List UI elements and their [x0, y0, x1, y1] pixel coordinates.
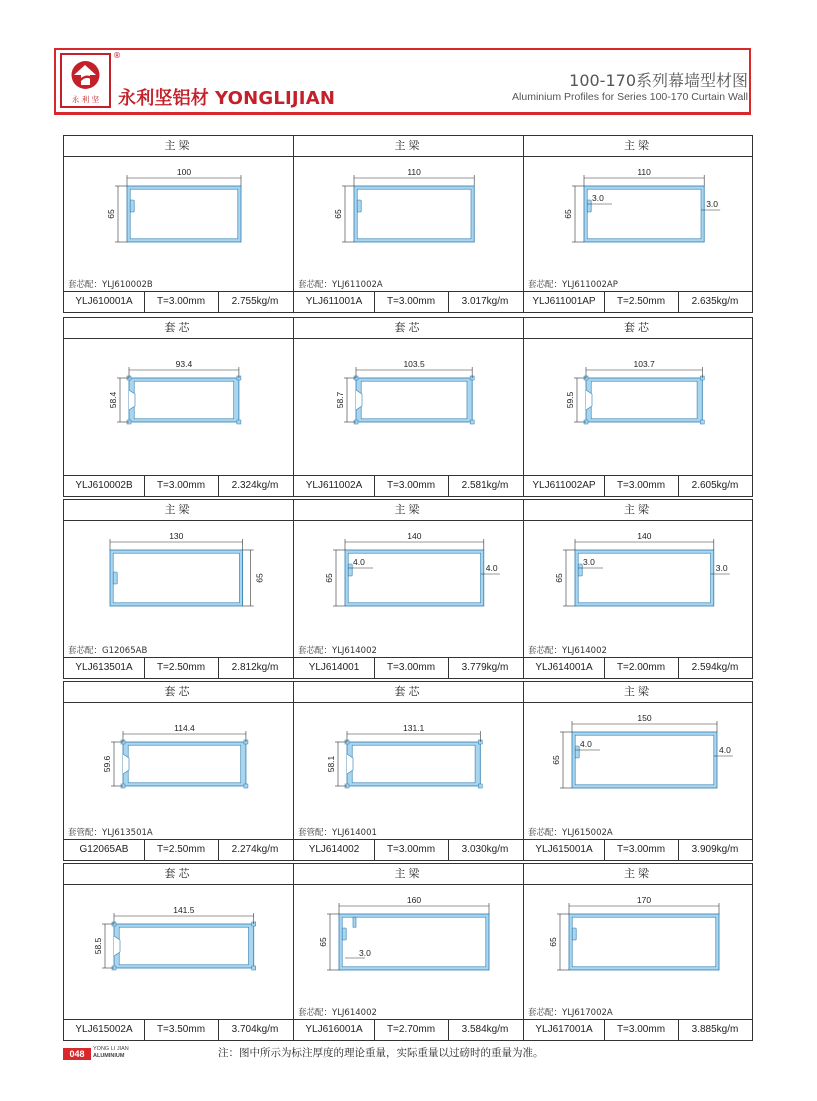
profile-cell: [63, 499, 294, 679]
width-dimension: 103.7: [633, 359, 655, 369]
profile-section-svg: [524, 884, 754, 1022]
profile-spec-row: [64, 1019, 293, 1040]
profile-section-svg: [524, 156, 754, 294]
wall-thickness: T=3.00mm: [604, 476, 679, 496]
height-dimension: 58.5: [93, 937, 103, 955]
profile-spec-row: [524, 657, 752, 678]
profile-code: YLJ611001AP: [524, 292, 605, 312]
footer-brand-line2: ALUMINIUM: [93, 1053, 125, 1059]
height-dimension: 65: [563, 209, 573, 219]
unit-weight: 2.812kg/m: [231, 662, 279, 673]
profile-code: YLJ615002A: [64, 1020, 145, 1040]
profile-tab: [575, 746, 579, 758]
profile-spec-row: [64, 839, 293, 860]
profile-section-svg: [64, 884, 294, 1022]
unit-weight: 2.594kg/m: [691, 662, 739, 673]
profile-code: G12065AB: [64, 840, 145, 860]
profile-section-svg: [64, 520, 294, 660]
profile-spec-row: [524, 291, 752, 312]
profile-spec-row: [524, 1019, 752, 1040]
profile-drawing: [64, 338, 293, 476]
fitting-note: 套管配：YLJ614001: [298, 828, 377, 838]
profile-spec-row: [294, 657, 523, 678]
unit-weight: 2.274kg/m: [231, 844, 279, 855]
profile-section-svg: [294, 520, 524, 660]
height-dimension: 65: [554, 573, 564, 583]
profile-drawing: [524, 156, 752, 292]
profile-category: 主梁: [524, 682, 752, 703]
footer-note: 注：图中所示为标注厚度的理论重量，实际重量以过磅时的重量为准。: [218, 1047, 544, 1059]
height-dimension: 65: [254, 573, 265, 583]
footer-brand: [93, 1046, 129, 1060]
unit-weight: 2.635kg/m: [691, 296, 739, 307]
width-dimension: 140: [407, 531, 422, 541]
profile-inner: [361, 381, 467, 419]
unit-weight: 3.885kg/m: [691, 1024, 739, 1035]
profile-barb: [478, 784, 482, 788]
wall-thickness: T=3.00mm: [144, 476, 219, 496]
profile-drawing: [294, 338, 523, 476]
wall-thickness-left: 3.0: [583, 557, 595, 567]
profile-tab: [348, 564, 352, 576]
profile-code: YLJ610001A: [64, 292, 145, 312]
profile-code: YLJ613501A: [64, 658, 145, 678]
profile-category: 套芯: [294, 318, 523, 339]
profile-barb: [244, 784, 248, 788]
profile-tab: [578, 564, 582, 576]
profile-drawing: [524, 702, 752, 840]
page-number: 048: [63, 1048, 91, 1060]
profile-spec-row: [294, 475, 523, 496]
width-dimension: 93.4: [175, 359, 193, 369]
profile-cell: [293, 135, 524, 313]
wall-thickness: T=2.70mm: [374, 1020, 449, 1040]
profile-spec-row: [524, 839, 752, 860]
profile-inner: [119, 927, 248, 965]
width-dimension: 131.1: [403, 723, 425, 733]
profile-inner: [134, 381, 234, 419]
unit-weight: 3.704kg/m: [231, 1024, 279, 1035]
profile-tab: [572, 928, 576, 940]
height-dimension: 58.7: [335, 391, 345, 409]
profile-category: 主梁: [524, 500, 752, 521]
wall-thickness: T=2.50mm: [144, 840, 219, 860]
height-dimension: 65: [551, 755, 561, 765]
fitting-note: 套芯配：G12065AB: [68, 646, 148, 656]
brand-logo: [60, 53, 111, 108]
profile-spec-row: [294, 291, 523, 312]
wall-thickness: T=2.50mm: [144, 658, 219, 678]
unit-weight: 2.605kg/m: [691, 480, 739, 491]
wall-thickness-left: 3.0: [592, 193, 604, 203]
profile-inner: [587, 189, 701, 239]
height-dimension: 65: [324, 573, 334, 583]
profile-category: 主梁: [524, 136, 752, 157]
profile-category: 套芯: [294, 682, 523, 703]
profile-section-svg: [64, 338, 294, 478]
profile-spec-row: [64, 475, 293, 496]
profile-code: YLJ617001A: [524, 1020, 605, 1040]
profile-section-svg: [64, 702, 294, 842]
profile-section-svg: [294, 156, 524, 294]
profile-section-svg: [64, 156, 294, 294]
registered-mark: ®: [113, 51, 121, 60]
wall-thickness: T=3.00mm: [604, 1020, 679, 1040]
profile-cell: [293, 499, 524, 679]
profile-section-svg: [294, 702, 524, 842]
unit-weight: 2.581kg/m: [461, 480, 509, 491]
header-rule: [54, 112, 751, 115]
profile-drawing: [64, 884, 293, 1020]
wall-thickness: T=3.50mm: [144, 1020, 219, 1040]
fitting-note: 套芯配：YLJ614002: [298, 646, 377, 656]
profile-spec-row: [524, 475, 752, 496]
profile-category: 主梁: [294, 864, 523, 885]
height-dimension: 59.6: [102, 755, 112, 773]
width-dimension: 130: [169, 531, 184, 541]
profile-code: YLJ614002: [294, 840, 375, 860]
width-dimension: 114.4: [174, 723, 195, 733]
wall-thickness-right: 4.0: [719, 745, 731, 755]
profile-category: 主梁: [524, 864, 752, 885]
page-title: 100-170系列幕墙型材图: [569, 71, 748, 90]
wall-thickness-left: 4.0: [353, 557, 365, 567]
width-dimension: 160: [406, 895, 422, 905]
profile-section-svg: [294, 338, 524, 478]
wall-thickness-left: 4.0: [580, 739, 592, 749]
profile-code: YLJ611001A: [294, 292, 375, 312]
profile-cell: [293, 863, 524, 1041]
fitting-note: 套芯配：YLJ611002AP: [528, 280, 618, 290]
profile-inner: [578, 553, 710, 603]
wall-thickness: T=3.00mm: [374, 840, 449, 860]
brand-name-en: YONGLIJIAN: [215, 88, 336, 109]
fitting-note: 套管配：YLJ613501A: [68, 828, 153, 838]
profile-inner: [128, 745, 241, 783]
profile-code: YLJ614001: [294, 658, 375, 678]
profile-code: YLJ611002AP: [524, 476, 605, 496]
profile-inner: [572, 917, 716, 967]
profile-cell: [293, 681, 524, 861]
height-dimension: 58.1: [326, 755, 336, 773]
profile-inner: [342, 917, 486, 967]
fitting-note: 套芯配：YLJ614002: [528, 646, 607, 656]
wall-thickness-right: 3.0: [706, 199, 719, 209]
profile-inner: [591, 381, 697, 419]
width-dimension: 103.5: [403, 359, 425, 369]
fitting-note: 套芯配：YLJ614002: [298, 1008, 377, 1018]
wall-thickness-left: 3.0: [359, 948, 371, 958]
wall-thickness: T=3.00mm: [374, 658, 449, 678]
profile-category: 主梁: [64, 500, 293, 521]
wall-thickness: T=2.50mm: [604, 292, 679, 312]
profile-inner: [130, 189, 238, 239]
fitting-note: 套芯配：YLJ611002A: [298, 280, 383, 290]
unit-weight: 3.779kg/m: [461, 662, 509, 673]
profile-drawing: [294, 156, 523, 292]
profile-drawing: [294, 702, 523, 840]
height-dimension: 65: [333, 209, 343, 219]
page-subtitle: Aluminium Profiles for Series 100-170 Curtain Wall: [512, 91, 748, 103]
width-dimension: 141.5: [173, 905, 195, 915]
profile-code: YLJ611002A: [294, 476, 375, 496]
profile-category: 主梁: [294, 136, 523, 157]
profile-cell: [523, 135, 753, 313]
profile-cell: [63, 317, 294, 497]
profile-barb: [700, 420, 704, 424]
profile-drawing: [64, 156, 293, 292]
profile-barb: [470, 420, 474, 424]
width-dimension: 140: [637, 531, 652, 541]
profile-barb: [252, 966, 256, 970]
profile-spec-row: [294, 1019, 523, 1040]
wall-thickness: T=3.00mm: [374, 476, 449, 496]
profile-category: 套芯: [64, 318, 293, 339]
width-dimension: 100: [176, 167, 192, 177]
unit-weight: 2.755kg/m: [231, 296, 279, 307]
wall-thickness: T=3.00mm: [374, 292, 449, 312]
profile-tab: [130, 200, 134, 212]
wall-thickness-right: 3.0: [715, 563, 728, 573]
wall-thickness-right: 4.0: [485, 563, 498, 573]
height-dimension: 59.5: [565, 391, 575, 409]
profile-code: YLJ616001A: [294, 1020, 375, 1040]
profile-barb: [237, 420, 241, 424]
unit-weight: 2.324kg/m: [231, 480, 279, 491]
profile-rib: [353, 917, 356, 927]
profile-category: 套芯: [64, 682, 293, 703]
profile-tab: [587, 200, 591, 212]
profile-section-svg: [524, 520, 754, 660]
footer-brand-line1: YONG LI JIAN: [93, 1046, 129, 1052]
fitting-note: 套芯配：YLJ617002A: [528, 1008, 613, 1018]
unit-weight: 3.584kg/m: [461, 1024, 509, 1035]
unit-weight: 3.030kg/m: [461, 844, 509, 855]
profile-category: 主梁: [294, 500, 523, 521]
profile-drawing: [524, 520, 752, 658]
profile-category: 主梁: [64, 136, 293, 157]
profile-code: YLJ614001A: [524, 658, 605, 678]
width-dimension: 110: [637, 167, 651, 177]
profile-spec-row: [294, 839, 523, 860]
wall-thickness: T=3.00mm: [604, 840, 679, 860]
brand-name: [118, 84, 335, 110]
profile-tab: [357, 200, 361, 212]
profile-section-svg: [524, 338, 754, 478]
fitting-note: 套芯配：YLJ610002B: [68, 280, 153, 290]
profile-tab: [342, 928, 346, 940]
profile-cell: [523, 863, 753, 1041]
height-dimension: 58.4: [108, 391, 118, 409]
height-dimension: 65: [318, 937, 328, 947]
profile-inner: [348, 553, 480, 603]
profile-drawing: [294, 520, 523, 658]
logo-text: 永 利 坚: [71, 95, 100, 104]
profile-section-svg: [524, 702, 754, 842]
wall-thickness: T=2.00mm: [604, 658, 679, 678]
profile-cell: [63, 135, 294, 313]
profile-drawing: [64, 520, 293, 658]
profile-spec-row: [64, 657, 293, 678]
profile-cell: [523, 499, 753, 679]
profile-cell: [293, 317, 524, 497]
profile-tab: [113, 572, 117, 584]
profile-category: 套芯: [524, 318, 752, 339]
wall-thickness: T=3.00mm: [144, 292, 219, 312]
profile-drawing: [524, 884, 752, 1020]
profile-drawing: [294, 884, 523, 1020]
profile-code: YLJ615001A: [524, 840, 605, 860]
width-dimension: 150: [637, 713, 652, 723]
height-dimension: 65: [548, 937, 558, 947]
profile-inner: [113, 553, 239, 603]
profile-category: 套芯: [64, 864, 293, 885]
unit-weight: 3.017kg/m: [461, 296, 509, 307]
brand-name-cn: 永利坚铝材: [118, 88, 209, 109]
unit-weight: 3.909kg/m: [691, 844, 739, 855]
profile-inner: [352, 745, 475, 783]
width-dimension: 110: [407, 167, 421, 177]
profile-code: YLJ610002B: [64, 476, 145, 496]
profile-cell: [63, 863, 294, 1041]
profile-cell: [63, 681, 294, 861]
height-dimension: 65: [106, 209, 116, 219]
profile-section-svg: [294, 884, 524, 1022]
profile-spec-row: [64, 291, 293, 312]
profile-cell: [523, 681, 753, 861]
profile-cell: [523, 317, 753, 497]
profile-inner: [575, 735, 714, 785]
width-dimension: 170: [636, 895, 652, 905]
profile-inner: [357, 189, 471, 239]
profile-drawing: [524, 338, 752, 476]
fitting-note: 套芯配：YLJ615002A: [528, 828, 613, 838]
profile-drawing: [64, 702, 293, 840]
